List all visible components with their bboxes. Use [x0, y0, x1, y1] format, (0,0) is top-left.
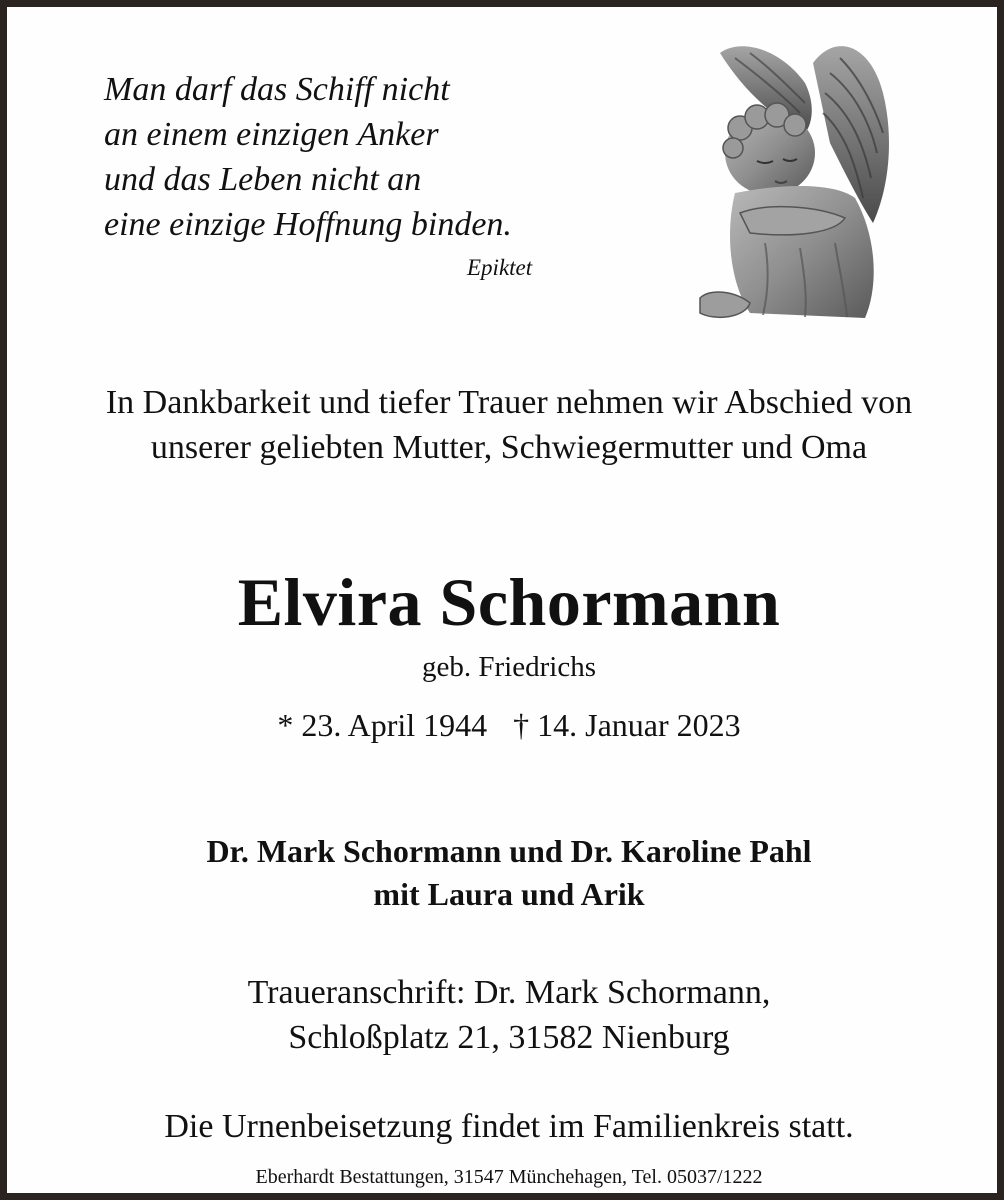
mourners-line: Dr. Mark Schormann und Dr. Karoline Pahl: [206, 833, 812, 869]
quote-line: an einem einzigen Anker: [104, 116, 439, 153]
intro-line: unserer geliebten Mutter, Schwiegermutter und Oma: [150, 429, 868, 466]
intro-text: [7, 380, 1004, 470]
mourners-line: mit Laura und Arik: [373, 876, 645, 912]
address-line: Traueranschrift: Dr. Mark Schormann,: [247, 974, 771, 1011]
mourning-address: [7, 970, 1004, 1060]
quote-line: Man darf das Schiff nicht: [104, 71, 450, 108]
quote: [104, 67, 604, 247]
quote-line: und das Leben nicht an: [104, 161, 422, 198]
intro-line: In Dankbarkeit und tiefer Trauer nehmen wir Abschied von: [105, 384, 913, 421]
quote-line: eine einzige Hoffnung binden.: [104, 206, 512, 243]
death-date: † 14. Januar 2023: [513, 707, 741, 743]
quote-author: Epiktet: [467, 255, 533, 280]
burial-note: Die Urnenbeisetzung findet im Familienkreis statt.: [164, 1108, 854, 1145]
funeral-home-footer: Eberhardt Bestattungen, 31547 Münchehagen, Tel. 05037/1222: [255, 1166, 763, 1188]
angel-figure-icon: [695, 33, 895, 325]
birth-date: * 23. April 1944: [277, 707, 488, 743]
birth-name: geb. Friedrichs: [422, 651, 596, 683]
address-line: Schloßplatz 21, 31582 Nienburg: [288, 1019, 730, 1056]
life-dates: [7, 704, 1004, 746]
deceased-name: Elvira Schormann: [237, 564, 781, 640]
mourners: [7, 830, 1004, 916]
